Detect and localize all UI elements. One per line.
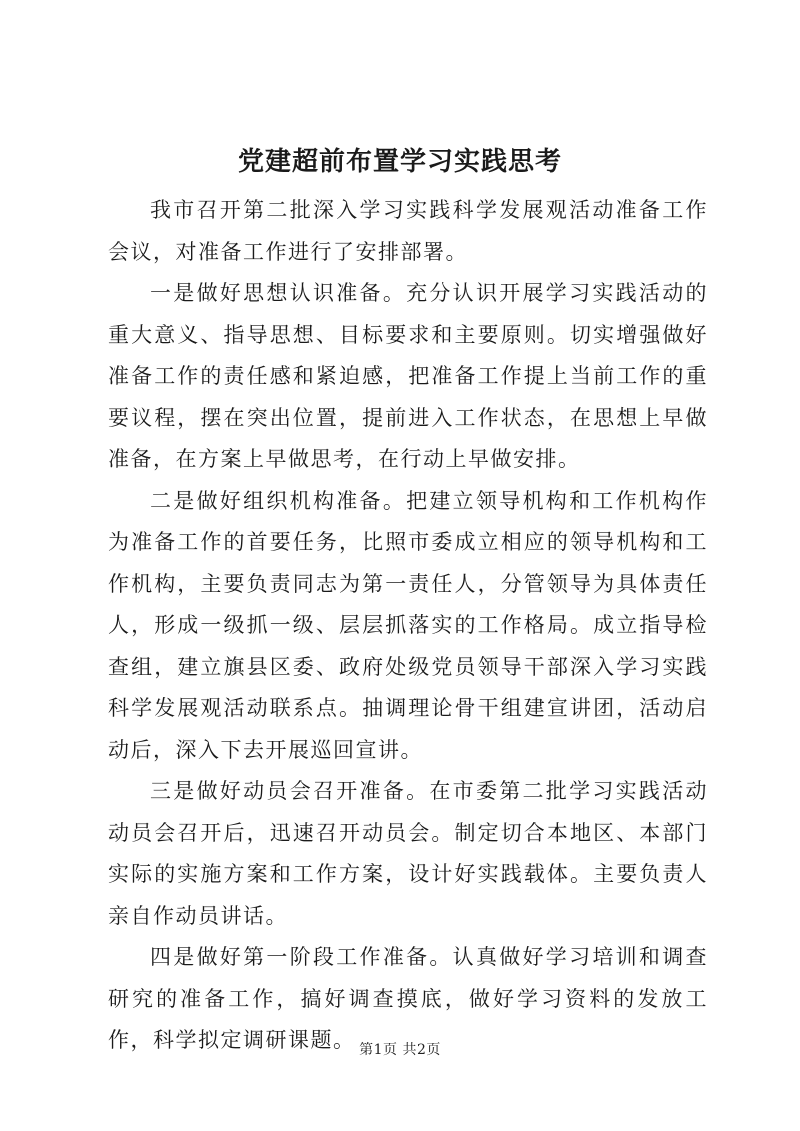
page-title: 党建超前布置学习实践思考 [237, 147, 562, 177]
paragraph-first-stage-preparation: 四是做好第一阶段工作准备。认真做好学习培训和调查研究的准备工作，搞好调查摸底，做好学习资料的发放工作，科学拟定调研课题。 [108, 945, 708, 1052]
paragraph-organization-preparation: 二是做好组织机构准备。把建立领导机构和工作机构作为准备工作的首要任务，比照市委成立相应的领导机构和工作机构，主要负责同志为第一责任人，分管领导为具体责任人，形成一级抓一级、层层抓落实的工作格局。成立指导检查组，建立旗县区委、政府处级党员领导干部深入学习实践科学发展观活动联系点。抽调理论骨干组建宣讲团，活动启动后，深入下去开展巡回宣讲。 [108, 488, 708, 762]
paragraph-mobilization-preparation: 三是做好动员会召开准备。在市委第二批学习实践活动动员会召开后，迅速召开动员会。制定切合本地区、本部门实际的实施方案和工作方案，设计好实践载体。主要负责人亲自作动员讲话。 [108, 779, 708, 928]
paragraph-intro: 我市召开第二批深入学习实践科学发展观活动准备工作会议，对准备工作进行了安排部署。 [108, 198, 708, 264]
page-number-footer: 第1页 共2页 [359, 1042, 441, 1058]
document-body [108, 190, 708, 1062]
paragraph-thought-preparation: 一是做好思想认识准备。充分认识开展学习实践活动的重大意义、指导思想、目标要求和主要原则。切实增强做好准备工作的责任感和紧迫感，把准备工作提上当前工作的重要议程，摆在突出位置，提前进入工作状态，在思想上早做准备，在方案上早做思考，在行动上早做安排。 [108, 281, 708, 471]
